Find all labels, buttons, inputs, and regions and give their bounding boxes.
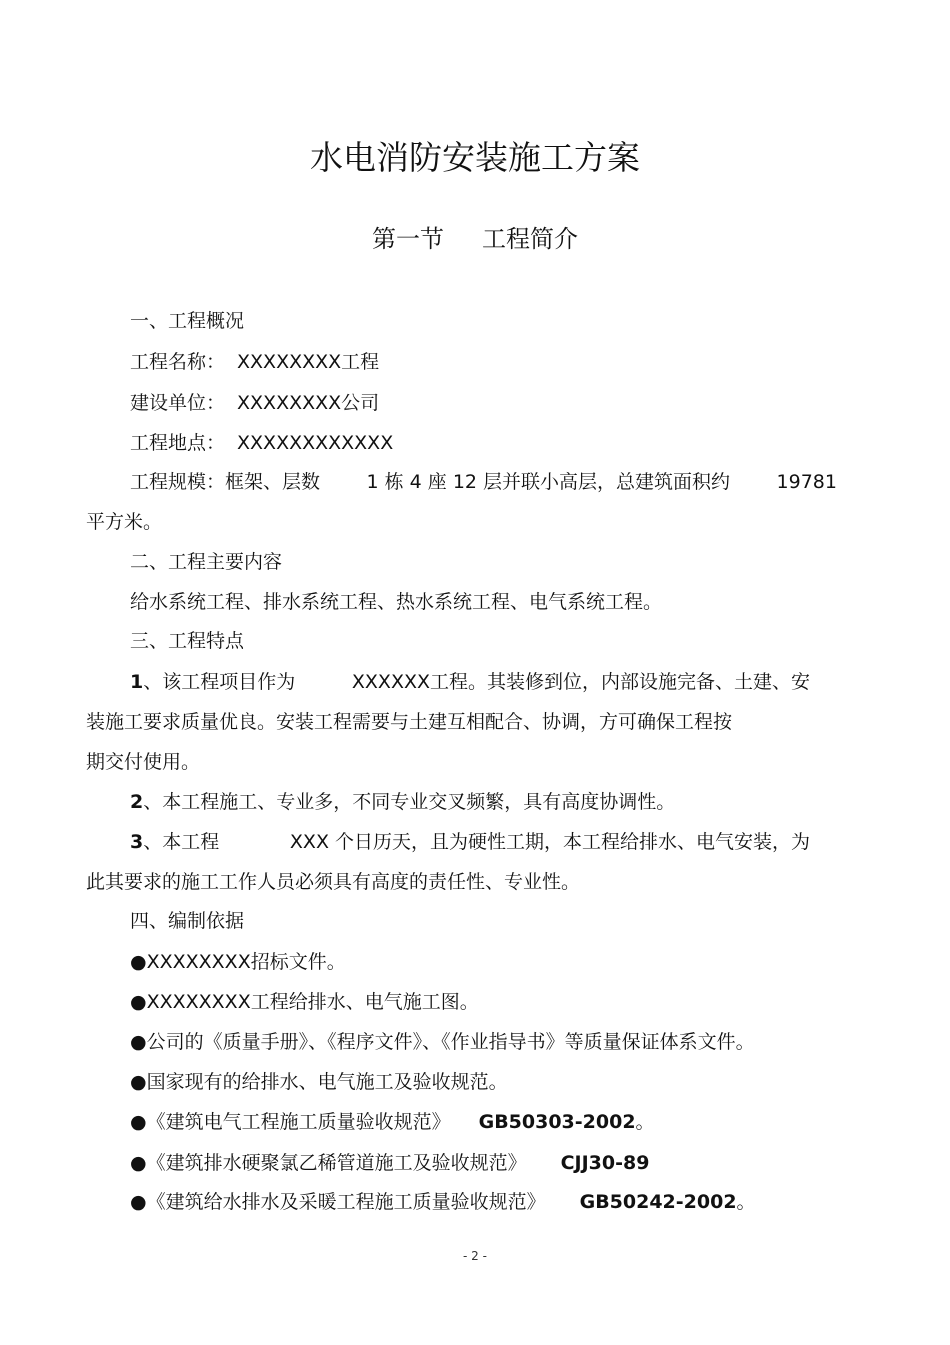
standard-electrical-end: 。 xyxy=(635,1111,655,1133)
feature-1-text-a: 、该工程项目作为 xyxy=(143,671,296,693)
standard-electrical xyxy=(130,1108,655,1136)
scale-part-a: 工程规模：框架、层数 xyxy=(130,471,321,493)
section-heading xyxy=(0,222,950,256)
basis-heading: 四、编制依据 xyxy=(130,910,245,932)
features-heading: 三、工程特点 xyxy=(130,630,245,652)
page-number: - 2 - xyxy=(463,1249,487,1263)
section-name: 工程简介 xyxy=(482,225,578,253)
standard-water-heating-end: 。 xyxy=(736,1191,756,1213)
basis-item: ●公司的《质量手册》、《程序文件》、《作业指导书》等质量保证体系文件。 xyxy=(130,1031,755,1053)
scale-part-c: 19781 xyxy=(776,471,837,493)
standard-drainage-name: ●《建筑排水硬聚氯乙稀管道施工及验收规范》 xyxy=(130,1152,527,1174)
basis-item: ●XXXXXXXX招标文件。 xyxy=(130,951,346,973)
standard-water-heating-code: GB50242-2002 xyxy=(579,1191,737,1213)
feature-3-line2: 此其要求的施工工作人员必须具有高度的责任性、专业性。 xyxy=(86,871,581,893)
location-line xyxy=(130,429,393,457)
scale-part-b: 1 栋 4 座 12 层并联小高层，总建筑面积约 xyxy=(366,471,731,493)
location-label: 工程地点： xyxy=(130,432,226,454)
feature-1-line3: 期交付使用。 xyxy=(86,751,201,773)
content-text: 给水系统工程、排水系统工程、热水系统工程、电气系统工程。 xyxy=(130,591,663,613)
builder-label: 建设单位： xyxy=(130,392,226,414)
feature-1-number: 1 xyxy=(130,671,144,693)
standard-electrical-code: GB50303-2002 xyxy=(478,1111,636,1133)
standard-water-heating xyxy=(130,1188,756,1216)
standard-electrical-name: ●《建筑电气工程施工质量验收规范》 xyxy=(130,1111,451,1133)
standard-drainage-code: CJJ30-89 xyxy=(560,1152,650,1174)
builder-line xyxy=(130,389,379,417)
scale-line xyxy=(130,468,837,496)
scale-continuation: 平方米。 xyxy=(86,511,163,533)
feature-3-text-a: 、本工程 xyxy=(143,831,220,853)
standard-water-heating-name: ●《建筑给水排水及采暖工程施工质量验收规范》 xyxy=(130,1191,546,1213)
project-name-label: 工程名称： xyxy=(130,351,226,373)
basis-item: ●国家现有的给排水、电气施工及验收规范。 xyxy=(130,1071,508,1093)
document-title: 水电消防安装施工方案 xyxy=(310,138,640,177)
basis-item: ●XXXXXXXX工程给排水、电气施工图。 xyxy=(130,991,479,1013)
feature-3-text-b: XXX 个日历天，且为硬性工期，本工程给排水、电气安装，为 xyxy=(289,831,810,853)
section-number: 第一节 xyxy=(372,225,444,253)
project-name-line xyxy=(130,348,379,376)
project-name-value: XXXXXXXX工程 xyxy=(237,351,380,373)
feature-2 xyxy=(130,788,675,816)
builder-value: XXXXXXXX公司 xyxy=(237,392,380,414)
standard-drainage xyxy=(130,1149,649,1177)
content-heading: 二、工程主要内容 xyxy=(130,551,283,573)
feature-1-text-b: XXXXXX工程。其装修到位，内部设施完备、土建、安 xyxy=(351,671,810,693)
overview-heading: 一、工程概况 xyxy=(130,310,245,332)
feature-1-line1 xyxy=(130,668,810,696)
feature-1-line2: 装施工要求质量优良。安装工程需要与土建互相配合、协调，方可确保工程按 xyxy=(86,711,733,733)
feature-2-text: 、本工程施工、专业多，不同专业交叉频繁，具有高度协调性。 xyxy=(143,791,676,813)
feature-3-line1 xyxy=(130,828,810,856)
feature-3-number: 3 xyxy=(130,831,144,853)
feature-2-number: 2 xyxy=(130,791,144,813)
location-value: XXXXXXXXXXXX xyxy=(237,432,394,454)
